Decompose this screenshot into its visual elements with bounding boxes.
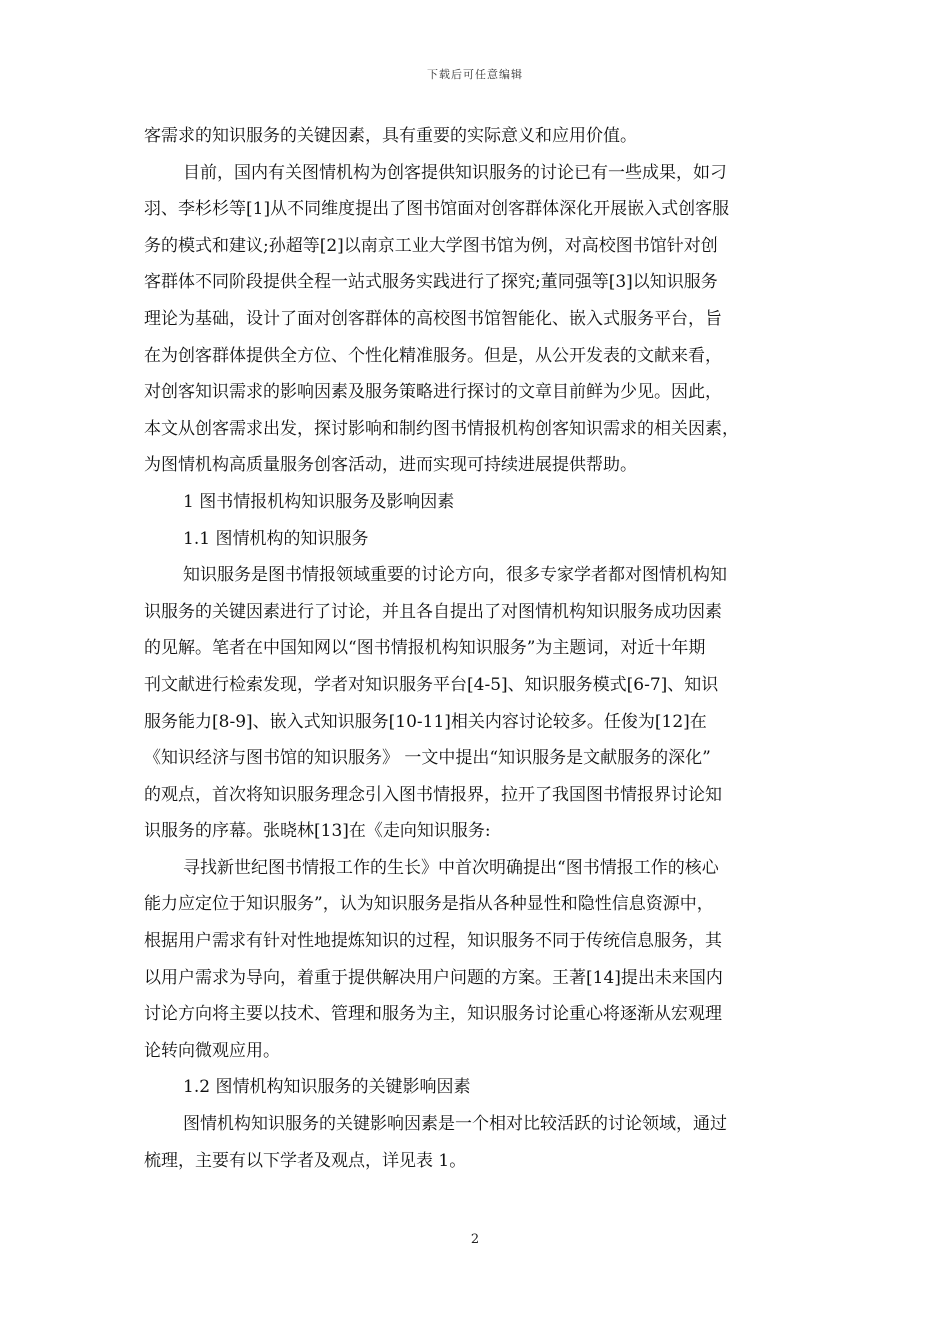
text-line: 本文从创客需求出发，探讨影响和制约图书情报机构创客知识需求的相关因素， — [144, 418, 739, 439]
text-line: 在为创客群体提供全方位、个性化精准服务。但是，从公开发表的文献来看， — [144, 345, 722, 366]
text-line: 对创客知识需求的影响因素及服务策略进行探讨的文章目前鲜为少见。因此， — [144, 382, 722, 403]
text-line: 《知识经济与图书馆的知识服务》 一文中提出“知识服务是文献服务的深化” — [144, 748, 711, 769]
text-line: 寻找新世纪图书情报工作的生长》中首次明确提出“图书情报工作的核心 — [183, 857, 719, 878]
text-line: 为图情机构高质量服务创客活动，进而实现可持续进展提供帮助。 — [144, 455, 637, 476]
text-line: 客群体不同阶段提供全程一站式服务实践进行了探究;董同强等[3]以知识服务 — [144, 272, 718, 293]
text-line: 知识服务是图书情报领域重要的讨论方向，很多专家学者都对图情机构知 — [183, 565, 727, 586]
subsection-heading: 1.2 图情机构知识服务的关键影响因素 — [183, 1077, 471, 1098]
text-line: 理论为基础，设计了面对创客群体的高校图书馆智能化、嵌入式服务平台，旨 — [144, 308, 722, 329]
text-line: 以用户需求为导向，着重于提供解决用户问题的方案。王著[14]提出未来国内 — [144, 967, 723, 988]
text-line: 目前，国内有关图情机构为创客提供知识服务的讨论已有一些成果，如刁 — [183, 162, 727, 183]
text-line: 梳理，主要有以下学者及观点，详见表 1。 — [144, 1150, 467, 1171]
document-body — [144, 118, 816, 1179]
page-header: 下载后可任意编辑 — [427, 68, 523, 81]
text-line: 刊文献进行检索发现，学者对知识服务平台[4-5]、知识服务模式[6-7]、知识 — [144, 674, 719, 695]
text-line: 羽、李杉杉等[1]从不同维度提出了图书馆面对创客群体深化开展嵌入式创客服 — [144, 199, 730, 220]
text-line: 讨论方向将主要以技术、管理和服务为主，知识服务讨论重心将逐渐从宏观理 — [144, 1004, 722, 1025]
text-line: 服务能力[8-9]、嵌入式知识服务[10-11]相关内容讨论较多。任俊为[12]在 — [144, 711, 707, 732]
text-line: 能力应定位于知识服务”，认为知识服务是指从各种显性和隐性信息资源中， — [144, 894, 714, 915]
text-line: 的见解。笔者在中国知网以“图书情报机构知识服务”为主题词，对近十年期 — [144, 638, 706, 659]
text-line: 根据用户需求有针对性地提炼知识的过程，知识服务不同于传统信息服务，其 — [144, 931, 722, 952]
text-line: 识服务的序幕。张晓林[13]在《走向知识服务: — [144, 821, 491, 842]
text-line: 论转向微观应用。 — [144, 1040, 280, 1061]
text-line: 的观点，首次将知识服务理念引入图书情报界，拉开了我国图书情报界讨论知 — [144, 784, 722, 805]
text-line: 识服务的关键因素进行了讨论，并且各自提出了对图情机构知识服务成功因素 — [144, 601, 722, 622]
text-line: 务的模式和建议;孙超等[2]以南京工业大学图书馆为例，对高校图书馆针对创 — [144, 235, 718, 256]
text-line: 客需求的知识服务的关键因素，具有重要的实际意义和应用价值。 — [144, 126, 637, 146]
subsection-heading: 1.1 图情机构的知识服务 — [183, 528, 369, 549]
section-heading: 1 图书情报机构知识服务及影响因素 — [183, 491, 455, 512]
page-number: 2 — [470, 1232, 480, 1247]
text-line: 图情机构知识服务的关键影响因素是一个相对比较活跃的讨论领域，通过 — [183, 1114, 727, 1135]
